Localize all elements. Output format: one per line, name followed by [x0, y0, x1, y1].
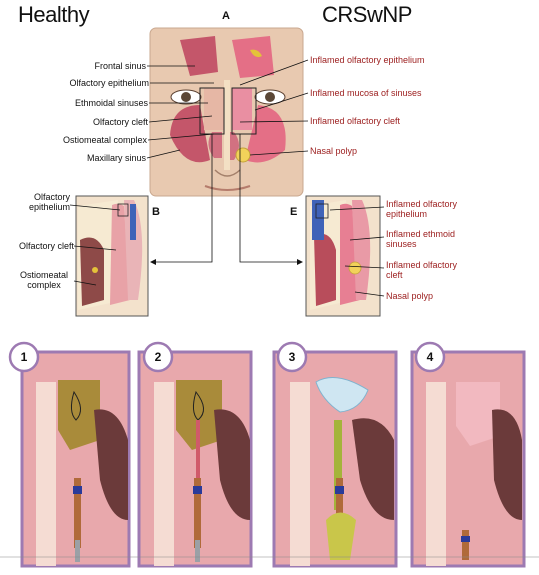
- step-panel-4: [412, 352, 524, 566]
- panel-e-epithelium: [312, 200, 324, 240]
- step-panel-2: [139, 352, 251, 566]
- label-e-inflamed-ethmoid-sinuses: Inflamed ethmoid sinuses: [386, 229, 456, 249]
- label-inflamed-olfactory-epithelium: Inflamed olfactory epithelium: [310, 55, 425, 65]
- label-b-olfactory-epithelium: Olfactory epithelium: [28, 192, 70, 212]
- label-olfactory-epithelium: Olfactory epithelium: [69, 78, 149, 88]
- label-maxillary-sinus: Maxillary sinus: [86, 153, 146, 163]
- step-number-3: 3: [288, 350, 296, 364]
- panel-e-polyp: [349, 262, 361, 274]
- ethmoid-left: [204, 88, 224, 130]
- step-number-4: 4: [426, 350, 434, 364]
- label-b-olfactory-cleft: Olfactory cleft: [18, 241, 74, 251]
- ethmoid-right: [232, 88, 252, 130]
- crswnp-title: CRSwNP: [322, 2, 412, 27]
- label-olfactory-cleft: Olfactory cleft: [92, 117, 148, 127]
- label-ostiomeatal-complex: Ostiomeatal complex: [62, 135, 147, 145]
- panel-letter-b: B: [152, 206, 160, 218]
- label-e-inflamed-olfactory-epithelium: Inflamed olfactory epithelium: [386, 199, 458, 219]
- label-b-ostiomeatal-complex: Ostiomeatal complex: [19, 270, 69, 290]
- step-panel-3: [274, 352, 396, 566]
- step-number-2: 2: [154, 350, 162, 364]
- label-inflamed-mucosa: Inflamed mucosa of sinuses: [310, 88, 422, 98]
- panel-b-epithelium: [130, 204, 136, 240]
- step-number-1: 1: [20, 350, 28, 364]
- step-panel-1: [22, 352, 129, 566]
- label-frontal-sinus: Frontal sinus: [94, 61, 146, 71]
- septum: [224, 80, 230, 170]
- label-nasal-polyp: Nasal polyp: [310, 146, 358, 156]
- panel-letter-e: E: [290, 206, 298, 218]
- label-inflamed-olfactory-cleft: Inflamed olfactory cleft: [310, 116, 401, 126]
- panel-letter-a: A: [222, 10, 230, 22]
- label-e-inflamed-olfactory-cleft: Inflamed olfactory cleft: [386, 260, 458, 280]
- label-ethmoidal-sinuses: Ethmoidal sinuses: [74, 98, 148, 108]
- label-e-nasal-polyp: Nasal polyp: [386, 291, 434, 301]
- healthy-title: Healthy: [18, 2, 90, 27]
- nasal-polyp: [236, 148, 250, 162]
